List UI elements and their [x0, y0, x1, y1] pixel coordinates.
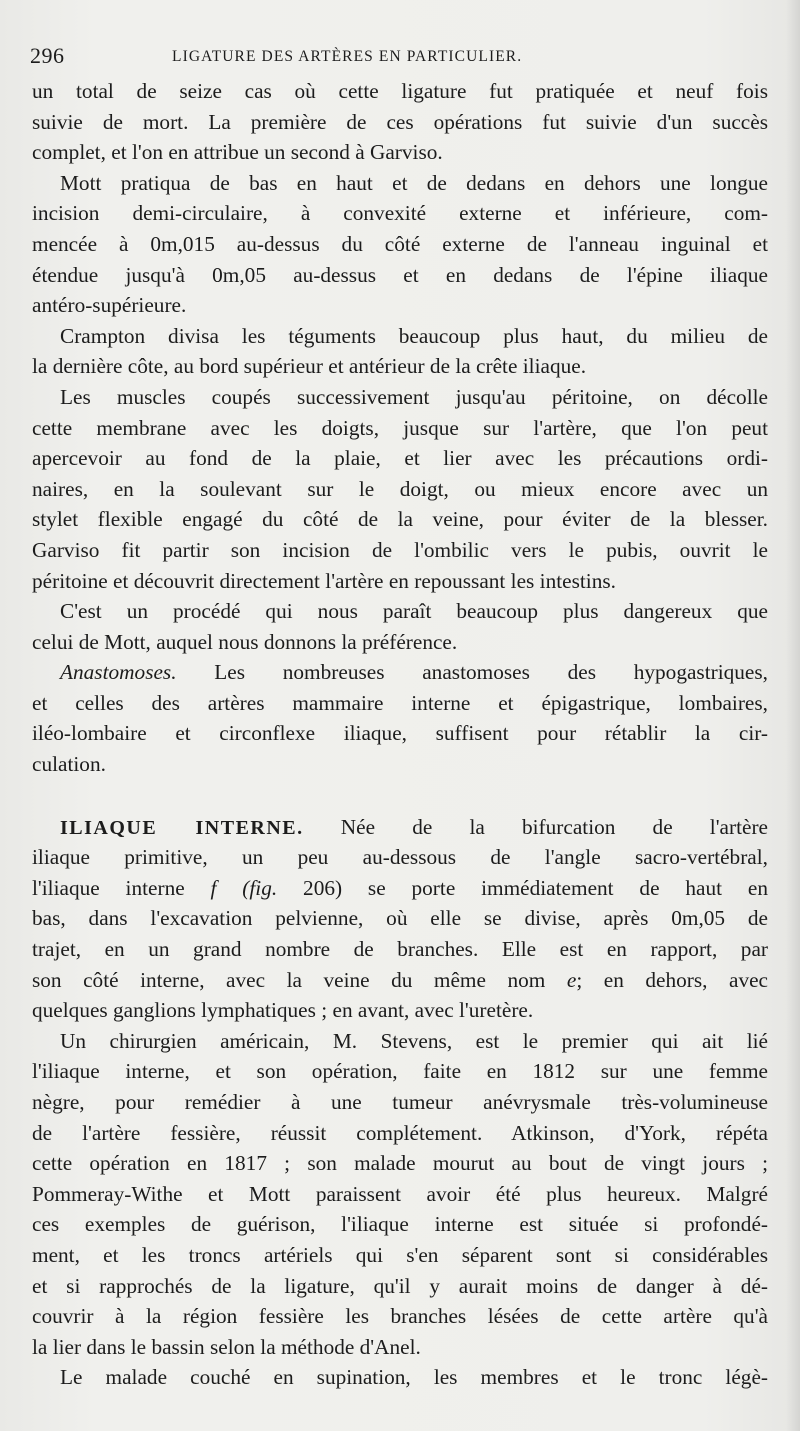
text-line: l'iliaque interne, et son opération, faite en 1812 sur une femme: [32, 1059, 768, 1084]
section-heading: ILIAQUE INTERNE.: [60, 816, 304, 839]
text-line-rest: ; en dehors, avec: [576, 967, 768, 992]
text-line: nègre, pour remédier à une tumeur anévrysmale très-volumineuse: [32, 1090, 768, 1114]
text-line: ment, et les troncs artériels qui s'en séparent sont si considérables: [32, 1242, 768, 1267]
text-line: [32, 812, 768, 843]
text-line: cette opération en 1817 ; son malade mourut au bout de vingt jours ;: [32, 1151, 768, 1176]
text-line: culation.: [32, 752, 106, 777]
figure-reference: (fig.: [242, 875, 278, 900]
text-line: antéro-supérieure.: [32, 293, 187, 318]
body-text: [32, 76, 768, 1393]
text-line: [32, 965, 768, 996]
text-line: couvrir à la région fessière les branches lésées de cette artère qu'à: [32, 1304, 768, 1329]
italic-term-anastomoses: Anastomoses.: [60, 660, 177, 685]
text-line: iliaque primitive, un peu au-dessous de l'angle sacro-vertébral,: [32, 845, 768, 870]
page-number: 296: [30, 43, 65, 68]
running-title: LIGATURE DES ARTÈRES EN PARTICULIER.: [172, 48, 523, 65]
text-line: Les muscles coupés successivement jusqu'au péritoine, on décolle: [60, 384, 768, 409]
text-line: trajet, en un grand nombre de branches. Elle est en rapport, par: [32, 937, 768, 962]
text-line: Crampton divisa les téguments beaucoup plus haut, du milieu de: [60, 323, 768, 348]
text-line-part: son côté interne, avec la veine du même nom: [32, 967, 546, 992]
text-line: Mott pratiqua de bas en haut et de dedans en dehors une longue: [60, 170, 768, 195]
text-line: et si rapprochés de la ligature, qu'il y aurait moins de danger à dé-: [32, 1273, 768, 1298]
text-line-rest: Les nombreuses anastomoses des hypogastriques,: [214, 660, 768, 685]
text-line: celui de Mott, auquel nous donnons la préférence.: [32, 629, 458, 654]
text-line: apercevoir au fond de la plaie, et lier avec les précautions ordi-: [32, 446, 768, 471]
text-line-rest: 206) se porte immédiatement de haut en: [303, 875, 768, 900]
text-line: Garviso fit partir son incision de l'ombilic vers le pubis, ouvrit le: [32, 537, 768, 562]
text-line: stylet flexible engagé du côté de la veine, pour éviter de la blesser.: [32, 507, 768, 532]
page-edge-shadow: [786, 0, 800, 1431]
text-line: cette membrane avec les doigts, jusque sur l'artère, que l'on peut: [32, 415, 768, 440]
text-line: [32, 657, 768, 688]
text-line: bas, dans l'excavation pelvienne, où elle se divise, après 0m,05 de: [32, 906, 768, 931]
text-line: ces exemples de guérison, l'iliaque interne est située si profondé-: [32, 1212, 768, 1237]
text-line: suivie de mort. La première de ces opérations fut suivie d'un succès: [32, 109, 768, 134]
text-line: naires, en la soulevant sur le doigt, ou mieux encore avec un: [32, 476, 768, 501]
section-gap: [32, 780, 768, 812]
text-line-part: l'iliaque interne: [32, 875, 185, 900]
text-line: iléo-lombaire et circonflexe iliaque, suffisent pour rétablir la cir-: [32, 721, 768, 746]
text-line: étendue jusqu'à 0m,05 au-dessus et en dedans de l'épine iliaque: [32, 262, 768, 287]
text-line: Le malade couché en supination, les membres et le tronc légè-: [60, 1365, 768, 1390]
text-line: de l'artère fessière, réussit complétement. Atkinson, d'York, répéta: [32, 1120, 768, 1145]
page-header: [30, 42, 770, 72]
text-line: la lier dans le bassin selon la méthode d'Anel.: [32, 1334, 421, 1359]
text-line: [32, 873, 768, 904]
text-line: quelques ganglions lymphatiques ; en avant, avec l'uretère.: [32, 998, 534, 1023]
text-line: un total de seize cas où cette ligature fut pratiquée et neuf fois: [32, 79, 768, 103]
figure-letter: f: [210, 875, 217, 900]
text-line: la dernière côte, au bord supérieur et antérieur de la crête iliaque.: [32, 354, 587, 379]
vein-letter: e: [566, 967, 577, 992]
text-line: péritoine et découvrit directement l'artère en repoussant les intestins.: [32, 568, 616, 593]
text-line: incision demi-circulaire, à convexité externe et inférieure, com-: [32, 201, 768, 226]
text-line: complet, et l'on en attribue un second à Garviso.: [32, 140, 443, 165]
text-line: et celles des artères mammaire interne et épigastrique, lombaires,: [32, 690, 768, 715]
text-line: Un chirurgien américain, M. Stevens, est le premier qui ait lié: [60, 1028, 768, 1053]
text-line: Pommeray-Withe et Mott paraissent avoir été plus heureux. Malgré: [32, 1181, 768, 1206]
text-line-rest: Née de la bifurcation de l'artère: [340, 814, 768, 839]
text-line: C'est un procédé qui nous paraît beaucoup plus dangereux que: [60, 599, 768, 624]
text-line: mencée à 0m,015 au-dessus du côté externe de l'anneau inguinal et: [32, 231, 768, 256]
